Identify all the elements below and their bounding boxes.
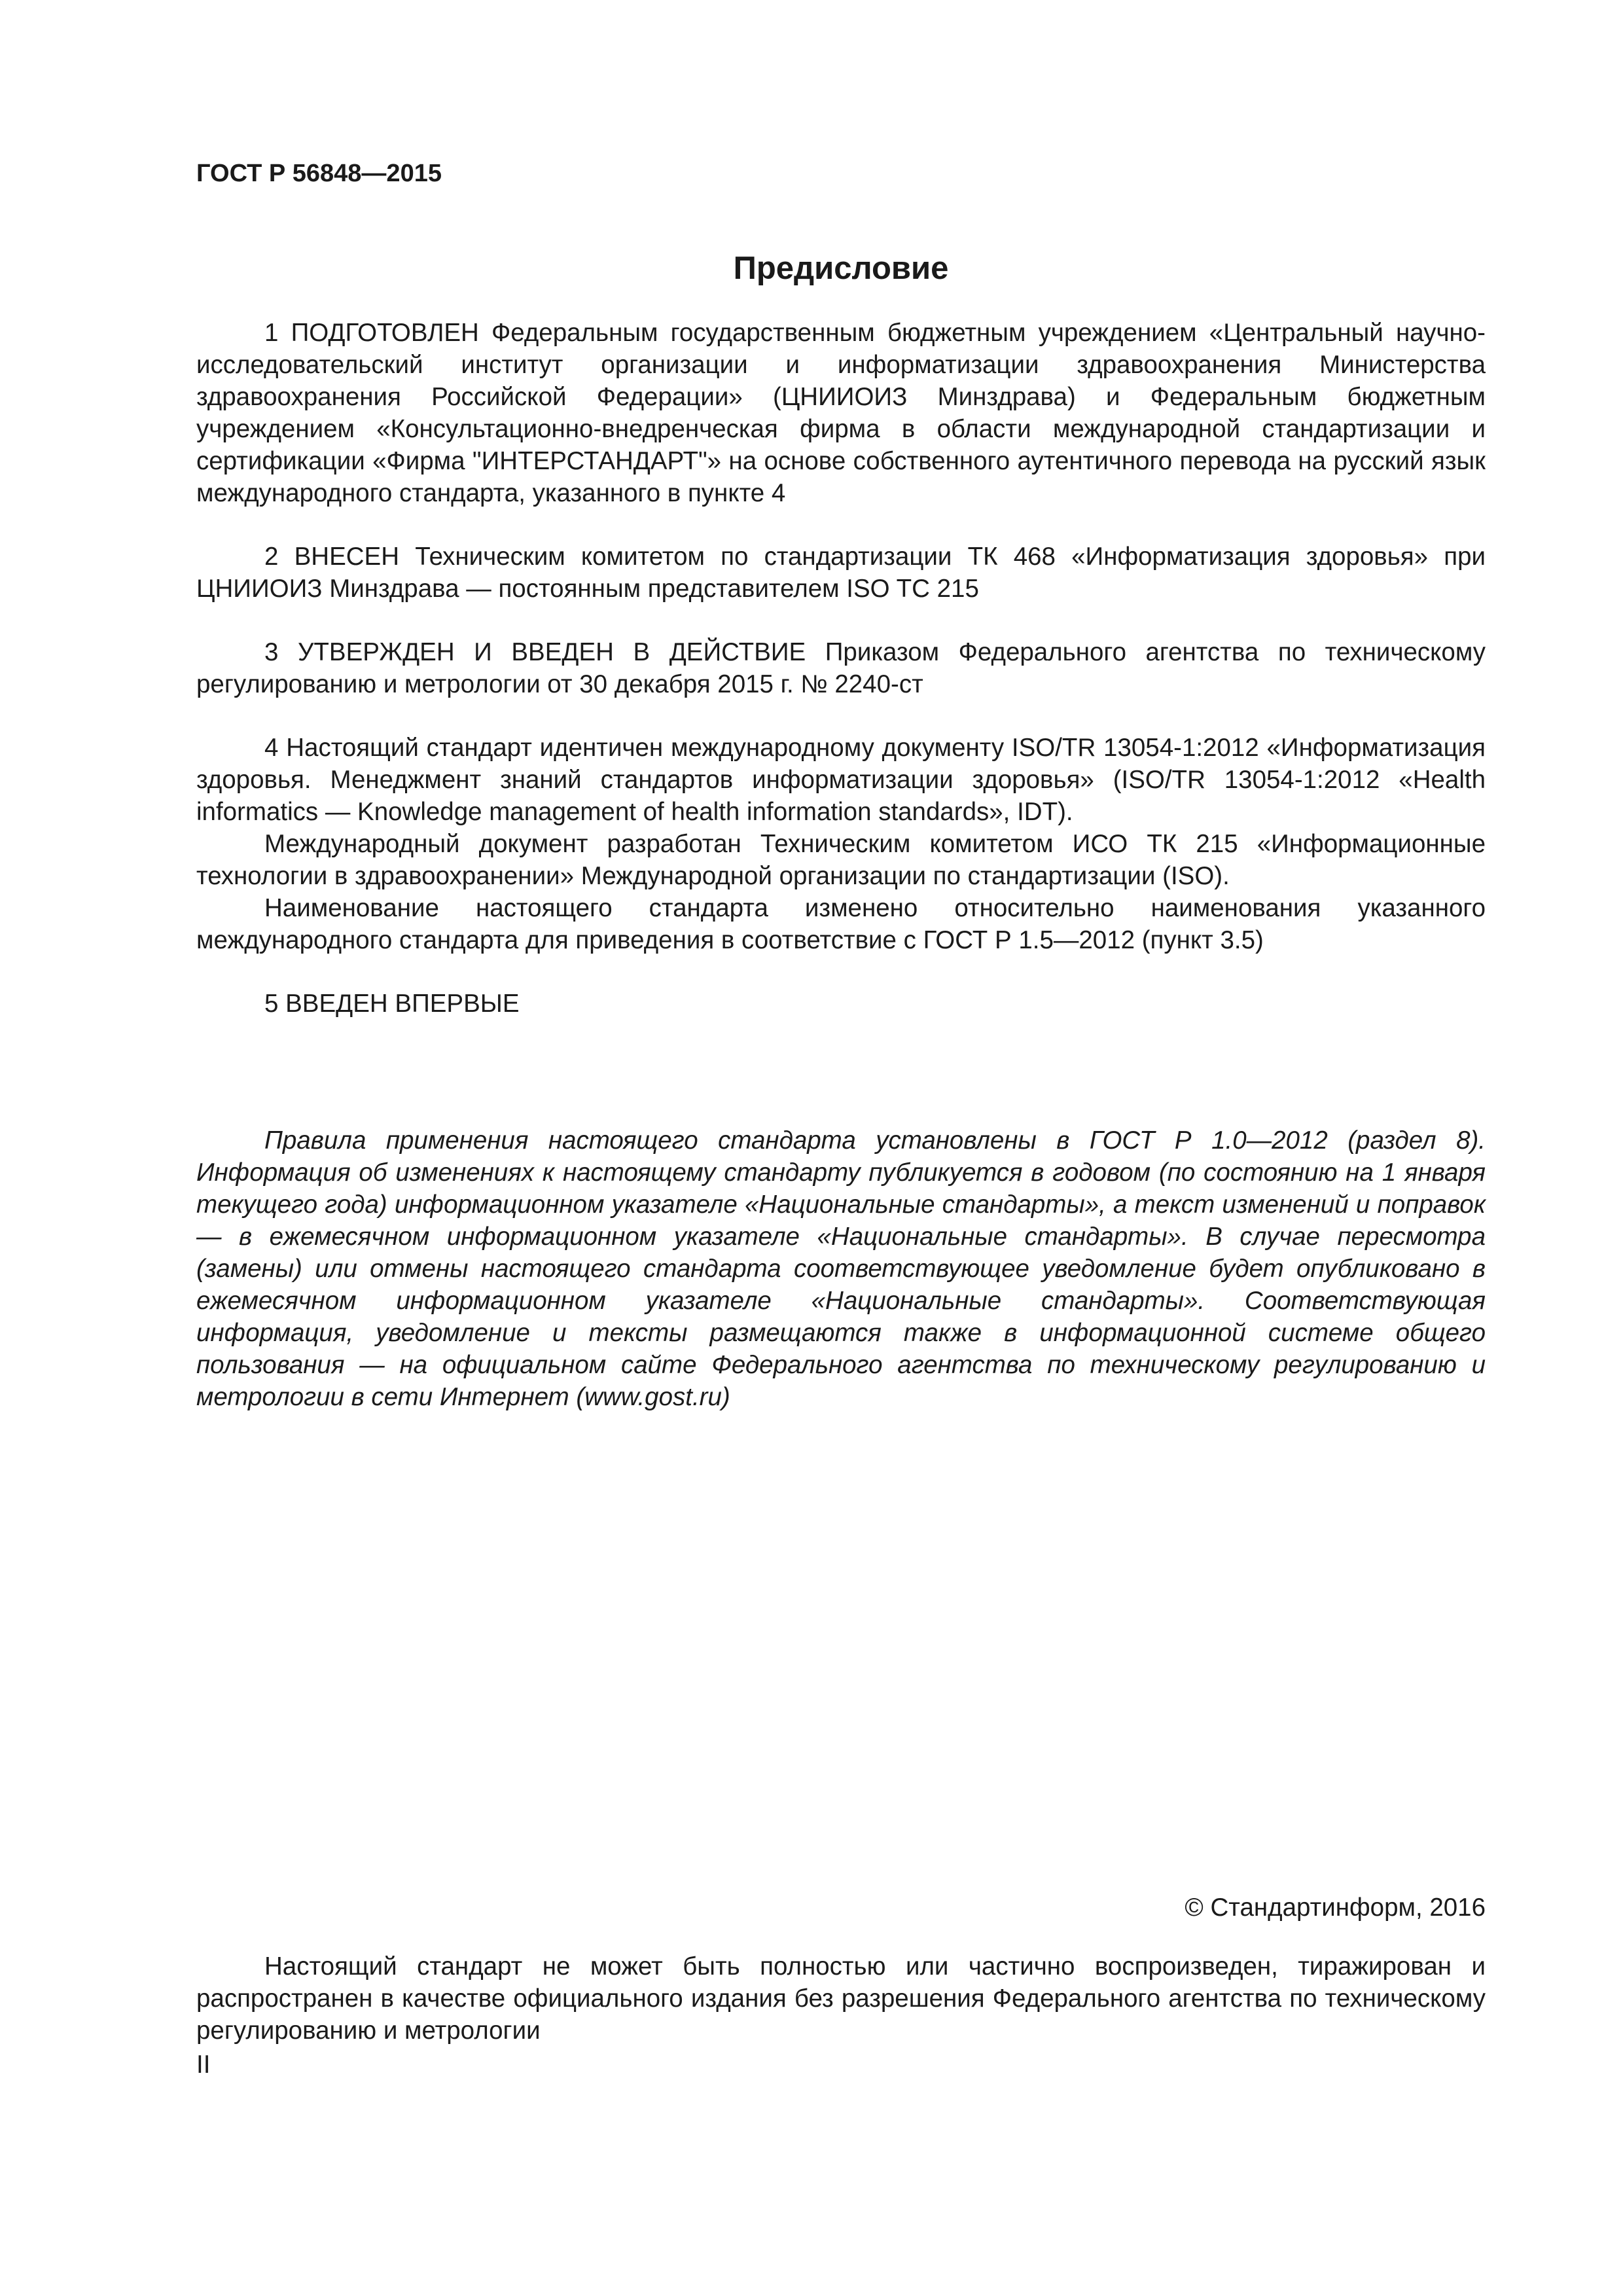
preface-item-2-text: 2 ВНЕСЕН Техническим комитетом по стандартизации ТК 468 «Информатизация здоровья» при ЦНИИОИЗ Минздрава — постоянным представителем ISO TC 215 [196, 543, 1486, 603]
preface-item-1 [196, 317, 1486, 509]
preface-item-2 [196, 541, 1486, 605]
reproduction-notice [196, 1950, 1486, 2047]
preface-item-4-paragraph-2: Международный документ разработан Техническим комитетом ИСО ТК 215 «Информационные технологии в здравоохранении» Международной организации по стандартизации (ISO). [196, 830, 1486, 890]
page-title: Предисловие [733, 251, 949, 286]
document-page [196, 157, 1486, 2079]
preface-item-5-text: 5 ВВЕДЕН ВПЕРВЫЕ [264, 990, 520, 1018]
preface-item-3 [196, 636, 1486, 700]
rules-notice [196, 1124, 1486, 1413]
reproduction-notice-text: Настоящий стандарт не может быть полностью или частично воспроизведен, тиражирован и распространен в качестве официального издания без разрешения Федерального агентства по техническому регулированию и метрологии [196, 1952, 1486, 2045]
preface-item-4-paragraph-3: Наименование настоящего стандарта изменено относительно наименования указанного международного стандарта для приведения в соответствие с ГОСТ Р 1.5—2012 (пункт 3.5) [196, 894, 1486, 954]
rules-notice-text: Правила применения настоящего стандарта установлены в ГОСТ Р 1.0—2012 (раздел 8). Информация об изменениях к настоящему стандарту публикуется в годовом (по состоянию на 1 января текущего года) информационном указателе «Национальные стандарты», а текст изменений и поправок — в ежемесячном информационном указателе «Национальные стандарты». В случае пересмотра (замены) или отмены настоящего стандарта соответствующее уведомление будет опубликовано в ежемесячном информационном указателе «Национальные стандарты». Соответствующая информация, уведомление и тексты размещаются также в информационной системе общего пользования — на официальном сайте Федерального агентства по техническому регулированию и метрологии в сети Интернет (www.gost.ru) [196, 1126, 1486, 1411]
preface-item-4-text: 4 Настоящий стандарт идентичен международному документу ISO/TR 13054-1:2012 «Информатизация здоровья. Менеджмент знаний стандартов информатизации здоровья» (ISO/TR 13054-1:2012 «Health informatics — Knowledge management of health information standards», IDT). [196, 734, 1486, 826]
preface-item-3-text: 3 УТВЕРЖДЕН И ВВЕДЕН В ДЕЙСТВИЕ Приказом Федерального агентства по техническому регулированию и метрологии от 30 декабря 2015 г. № 2240-ст [196, 638, 1486, 698]
copyright-line: © Стандартинформ, 2016 [1185, 1893, 1486, 1922]
preface-item-4 [196, 732, 1486, 956]
document-code: ГОСТ Р 56848—2015 [196, 160, 442, 187]
page-number: II [196, 2051, 211, 2079]
preface-item-5 [196, 988, 1486, 1020]
preface-item-1-text: 1 ПОДГОТОВЛЕН Федеральным государственным бюджетным учреждением «Центральный научно-исследовательский институт организации и информатизации здравоохранения Министерства здравоохранения Российской Федерации» (ЦНИИОИЗ Минздрава) и Федеральным бюджетным учреждением «Консультационно-внедренческая фирма в области международной стандартизации и сертификации «Фирма "ИНТЕРСТАНДАРТ"» на основе собственного аутентичного перевода на русский язык международного стандарта, указанного в пункте 4 [196, 319, 1486, 507]
